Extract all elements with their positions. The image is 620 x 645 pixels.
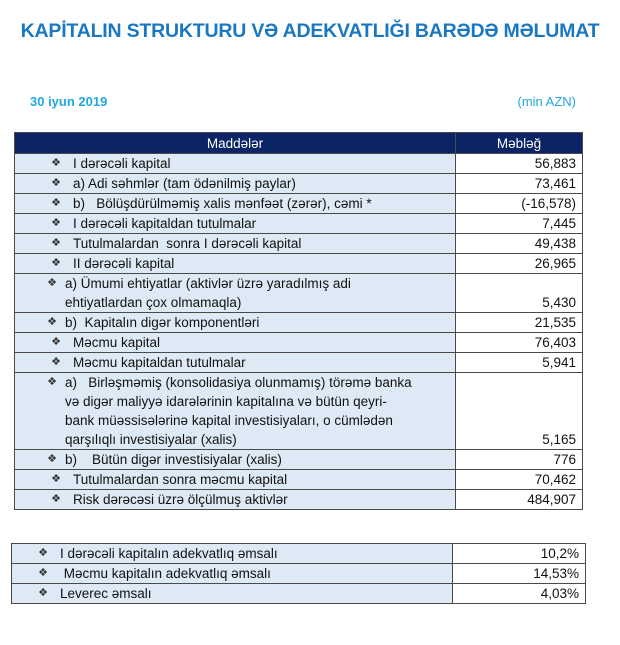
diamond-bullet-icon: ❖ xyxy=(51,336,61,348)
table-row xyxy=(12,544,586,564)
diamond-bullet-icon: ❖ xyxy=(51,157,61,169)
table-row xyxy=(15,450,583,470)
table-header-row xyxy=(15,133,583,154)
row-value: 14,53% xyxy=(453,564,586,584)
diamond-bullet-icon: ❖ xyxy=(51,493,61,505)
row-label: I dərəcəli kapitalın adekvatlıq əmsalı xyxy=(60,546,278,561)
table-row xyxy=(15,154,583,174)
diamond-bullet-icon: ❖ xyxy=(38,547,48,559)
row-label: I dərəcəli kapitaldan tutulmalar xyxy=(73,216,257,231)
table-row xyxy=(15,373,583,450)
row-value: 49,438 xyxy=(456,234,583,254)
table-row xyxy=(15,353,583,373)
row-value: 4,03% xyxy=(453,584,586,604)
row-label: Məcmu kapitaldan tutulmalar xyxy=(73,355,246,370)
row-label-continued: ehtiyatlardan çox olmamaqla) xyxy=(65,295,242,310)
row-label: a) Ümumi ehtiyatlar (aktivlər üzrə yaradılmış adi xyxy=(65,276,351,291)
diamond-bullet-icon: ❖ xyxy=(51,177,61,189)
diamond-bullet-icon: ❖ xyxy=(51,237,61,249)
diamond-bullet-icon: ❖ xyxy=(47,316,57,328)
diamond-bullet-icon: ❖ xyxy=(38,587,48,599)
row-value: 7,445 xyxy=(456,214,583,234)
row-label-continued: və digər maliyyə idarələrinin kapitalına və bütün qeyri- xyxy=(65,394,387,409)
row-label: Risk dərəcəsi üzrə ölçülmuş aktivlər xyxy=(73,492,288,507)
table-row xyxy=(15,174,583,194)
row-value: 56,883 xyxy=(456,154,583,174)
table-row xyxy=(15,333,583,353)
row-value: 5,430 xyxy=(456,274,583,313)
row-value: 73,461 xyxy=(456,174,583,194)
row-value: 5,941 xyxy=(456,353,583,373)
diamond-bullet-icon: ❖ xyxy=(51,356,61,368)
row-label: Tutulmalardan sonra I dərəcəli kapital xyxy=(73,236,302,251)
diamond-bullet-icon: ❖ xyxy=(51,217,61,229)
row-label: Məcmu kapitalın adekvatlıq əmsalı xyxy=(60,566,271,581)
diamond-bullet-icon: ❖ xyxy=(51,257,61,269)
column-header-amount: Məbləğ xyxy=(456,133,583,154)
table-row xyxy=(15,254,583,274)
row-label: I dərəcəli kapital xyxy=(73,156,171,171)
capital-structure-table xyxy=(14,132,583,510)
row-label: Leverec əmsalı xyxy=(60,586,152,601)
column-header-items: Maddələr xyxy=(15,133,456,154)
row-value: 76,403 xyxy=(456,333,583,353)
diamond-bullet-icon: ❖ xyxy=(47,277,57,289)
row-label: II dərəcəli kapital xyxy=(73,256,175,271)
row-value: (-16,578) xyxy=(456,194,583,214)
diamond-bullet-icon: ❖ xyxy=(51,473,61,485)
row-value: 26,965 xyxy=(456,254,583,274)
diamond-bullet-icon: ❖ xyxy=(47,453,57,465)
row-label: b) Kapitalın digər komponentləri xyxy=(65,315,260,330)
row-label: b) Bölüşdürülməmiş xalis mənfəət (zərər), cəmi * xyxy=(73,196,372,211)
table-row xyxy=(15,214,583,234)
row-label: Məcmu kapital xyxy=(73,335,161,350)
row-value: 70,462 xyxy=(456,470,583,490)
row-value: 10,2% xyxy=(453,544,586,564)
row-value: 776 xyxy=(456,450,583,470)
table-row xyxy=(15,470,583,490)
report-date: 30 iyun 2019 xyxy=(30,94,108,109)
row-value: 5,165 xyxy=(456,373,583,450)
row-label-continued: qarşılıqlı investisiyalar (xalis) xyxy=(65,432,237,447)
row-label: b) Bütün digər investisiyalar (xalis) xyxy=(65,452,282,467)
row-label: Tutulmalardan sonra məcmu kapital xyxy=(73,472,288,487)
diamond-bullet-icon: ❖ xyxy=(47,376,57,388)
table-row xyxy=(15,313,583,333)
diamond-bullet-icon: ❖ xyxy=(38,567,48,579)
table-row xyxy=(12,584,586,604)
row-label: a) Birləşməmiş (konsolidasiya olunmamış) törəmə banka xyxy=(65,375,412,390)
row-value: 21,535 xyxy=(456,313,583,333)
row-label: a) Adi səhmlər (tam ödənilmiş paylar) xyxy=(73,176,296,191)
page-title: KAPİTALIN STRUKTURU VƏ ADEKVATLIĞI BARƏDƏ MƏLUMAT xyxy=(20,20,600,42)
diamond-bullet-icon: ❖ xyxy=(51,197,61,209)
row-label-continued: bank müəssisələrinə kapital investisiyaları, o cümlədən xyxy=(65,413,393,428)
table-row xyxy=(15,274,583,313)
table-row xyxy=(15,194,583,214)
capital-ratios-table xyxy=(11,543,586,604)
table-row xyxy=(15,234,583,254)
table-row xyxy=(15,490,583,510)
currency-unit: (min AZN) xyxy=(517,94,576,109)
table-row xyxy=(12,564,586,584)
row-value: 484,907 xyxy=(456,490,583,510)
